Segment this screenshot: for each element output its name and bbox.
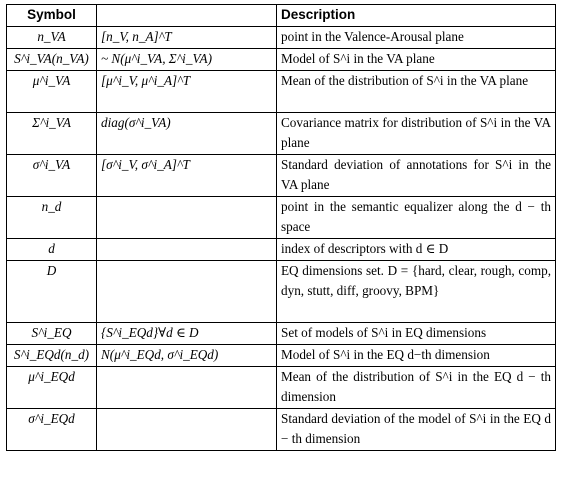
header-description: Description xyxy=(277,5,556,27)
header-definition xyxy=(97,5,277,27)
description-cell: Model of S^i in the EQ d−th dimension xyxy=(277,345,556,367)
symbol-cell: S^i_VA(n_VA) xyxy=(7,49,97,71)
table-row xyxy=(7,367,556,409)
symbol-cell: σ^i_EQd xyxy=(7,409,97,451)
table-row xyxy=(7,345,556,367)
table-row xyxy=(7,71,556,113)
definition-cell: diag(σ^i_VA) xyxy=(97,113,277,155)
definition-cell xyxy=(97,409,277,451)
table-row xyxy=(7,323,556,345)
table-row xyxy=(7,155,556,197)
symbol-cell: Σ^i_VA xyxy=(7,113,97,155)
table-row xyxy=(7,113,556,155)
symbol-cell: n_d xyxy=(7,197,97,239)
symbol-cell: d xyxy=(7,239,97,261)
description-cell: EQ dimensions set. D = {hard, clear, rough, comp, dyn, stutt, diff, groovy, BPM} xyxy=(277,261,556,323)
definition-cell: [μ^i_V, μ^i_A]^T xyxy=(97,71,277,113)
symbol-cell: S^i_EQd(n_d) xyxy=(7,345,97,367)
table-row xyxy=(7,261,556,323)
description-cell: Set of models of S^i in EQ dimensions xyxy=(277,323,556,345)
symbol-cell: n_VA xyxy=(7,27,97,49)
symbol-cell: σ^i_VA xyxy=(7,155,97,197)
table-row xyxy=(7,239,556,261)
definition-cell xyxy=(97,367,277,409)
definition-cell xyxy=(97,261,277,323)
symbol-table xyxy=(6,4,556,451)
definition-cell: [n_V, n_A]^T xyxy=(97,27,277,49)
table-row xyxy=(7,409,556,451)
definition-cell xyxy=(97,239,277,261)
symbol-cell: D xyxy=(7,261,97,323)
symbol-cell: S^i_EQ xyxy=(7,323,97,345)
definition-cell: ~ N(μ^i_VA, Σ^i_VA) xyxy=(97,49,277,71)
definition-cell xyxy=(97,197,277,239)
description-cell: point in the Valence-Arousal plane xyxy=(277,27,556,49)
description-cell: Covariance matrix for distribution of S^i in the VA plane xyxy=(277,113,556,155)
description-cell: Mean of the distribution of S^i in the VA plane xyxy=(277,71,556,113)
definition-cell: N(μ^i_EQd, σ^i_EQd) xyxy=(97,345,277,367)
table-row xyxy=(7,27,556,49)
description-cell: Mean of the distribution of S^i in the EQ d − th dimension xyxy=(277,367,556,409)
table-row xyxy=(7,197,556,239)
description-cell: Standard deviation of the model of S^i in the EQ d − th dimension xyxy=(277,409,556,451)
definition-cell: [σ^i_V, σ^i_A]^T xyxy=(97,155,277,197)
description-cell: Model of S^i in the VA plane xyxy=(277,49,556,71)
description-cell: Standard deviation of annotations for S^i in the VA plane xyxy=(277,155,556,197)
header-symbol: Symbol xyxy=(7,5,97,27)
definition-cell: {S^i_EQd}∀d ∈ D xyxy=(97,323,277,345)
description-cell: index of descriptors with d ∈ D xyxy=(277,239,556,261)
description-cell: point in the semantic equalizer along the d − th space xyxy=(277,197,556,239)
table-row xyxy=(7,49,556,71)
header-row xyxy=(7,5,556,27)
symbol-cell: μ^i_EQd xyxy=(7,367,97,409)
symbol-cell: μ^i_VA xyxy=(7,71,97,113)
